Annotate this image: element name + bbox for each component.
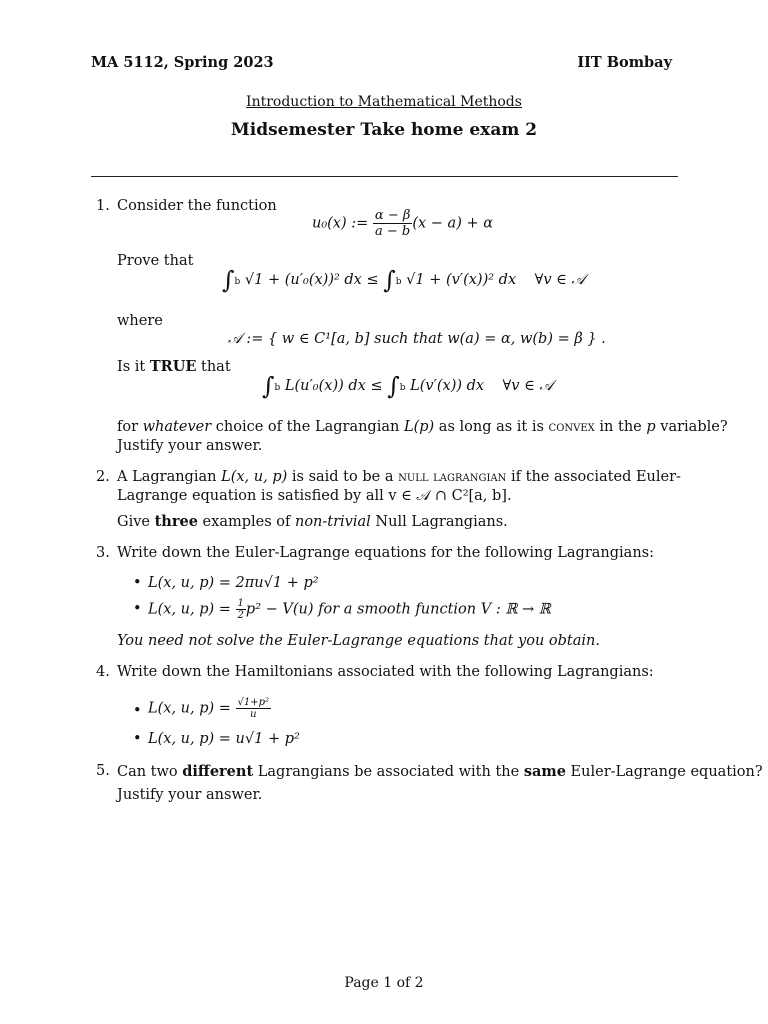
q1-question: Is it TRUE that — [117, 358, 231, 375]
q3-item-2: L(x, u, p) = $\frac{1}{2}$ p² − V(u) for a smooth function V : ℝ → ℝ — [148, 598, 551, 621]
q4-number: 4. — [96, 664, 110, 680]
q3-item-1: L(x, u, p) = 2πu√1 + p² — [148, 575, 319, 591]
q5-line-1: Can two different Lagrangians be associated with the same Euler-Lagrange equation? — [117, 763, 763, 780]
header-rule — [91, 176, 678, 177]
q1-function-def: u₀(x) := $\frac{\alpha - \beta}{a - b}$ (x − a) + α — [312, 208, 494, 239]
integral-sign: ∫ — [262, 372, 275, 400]
q5-number: 5. — [96, 763, 110, 779]
q4-item-1: L(x, u, p) = $\frac{\text{√1+p²}}{u}$ — [148, 697, 270, 720]
exam-title: Midsemester Take home exam 2 — [230, 120, 538, 140]
q1-prove: Prove that — [117, 253, 194, 269]
q3-note: You need not solve the Euler-Lagrange equations that you obtain. — [117, 633, 600, 649]
integral-sign: ∫ — [222, 266, 235, 294]
q1-inequality-2: ∫b L(u′₀(x)) dx ≤ ∫b L(v′(x)) dx ∀v ∈ 𝒜 — [262, 372, 554, 400]
bullet-icon: • — [133, 575, 142, 591]
integral-sign: ∫ — [383, 266, 396, 294]
institute-name: IIT Bombay — [577, 54, 672, 71]
q1-fraction: $\frac{\alpha - \beta}{a - b}$ — [374, 208, 411, 239]
q3-number: 3. — [96, 545, 110, 561]
q2-number: 2. — [96, 469, 110, 485]
q1-set-definition: 𝒜 := { w ∈ C¹[a, b] such that w(a) = α, w(b) = β } . — [228, 331, 606, 347]
page-number: Page 1 of 2 — [344, 975, 424, 991]
q4-text: Write down the Hamiltonians associated with the following Lagrangians: — [117, 664, 654, 680]
bullet-icon: • — [133, 731, 142, 747]
q2-give-examples: Give three examples of non-trivial Null Lagrangians. — [117, 513, 508, 530]
q1-justify: Justify your answer. — [117, 438, 263, 454]
q3-text: Write down the Euler-Lagrange equations for the following Lagrangians: — [117, 545, 654, 561]
course-subject: Introduction to Mathematical Methods — [246, 94, 522, 110]
q1-condition-line: for whatever choice of the Lagrangian L(p) as long as it is convex in the p variable? — [117, 419, 728, 435]
q1-intro: Consider the function — [117, 198, 277, 214]
q2-line-1: A Lagrangian L(x, u, p) is said to be a null lagrangian if the associated Euler- — [117, 469, 681, 485]
q1-number: 1. — [96, 198, 110, 214]
bullet-icon: • — [133, 601, 142, 617]
bullet-icon: • — [133, 703, 142, 719]
q4-item-2: L(x, u, p) = u√1 + p² — [148, 731, 300, 747]
q1-inequality-1: ∫b √1 + (u′₀(x))² dx ≤ ∫b √1 + (v′(x))² dx ∀v ∈ 𝒜 — [222, 266, 586, 294]
integral-sign: ∫ — [387, 372, 400, 400]
q1-where: where — [117, 313, 163, 329]
q2-line-2: Lagrange equation is satisfied by all v ∈ 𝒜 ∩ C²[a, b]. — [117, 488, 512, 504]
q5-line-2: Justify your answer. — [117, 787, 263, 803]
course-code: MA 5112, Spring 2023 — [91, 54, 274, 71]
